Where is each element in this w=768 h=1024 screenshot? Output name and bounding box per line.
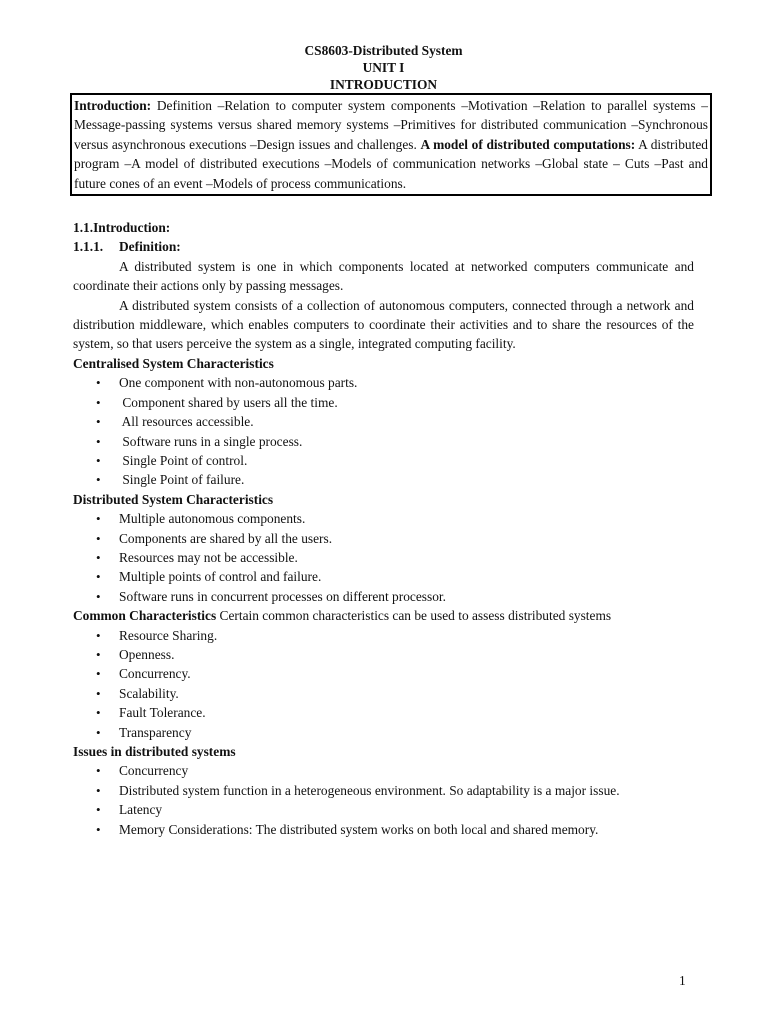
common-heading: Common Characteristics xyxy=(73,608,217,624)
bullet-icon: • xyxy=(96,530,101,546)
syllabus-intro-label: Introduction: xyxy=(74,98,152,113)
bullet-icon: • xyxy=(96,452,101,468)
course-title: CS8603-Distributed System xyxy=(304,43,463,58)
bullet-icon: • xyxy=(96,646,101,662)
bullet-icon: • xyxy=(96,472,101,488)
bullet-icon: • xyxy=(96,511,101,527)
list-item: • Components are shared by all the users. xyxy=(73,529,694,548)
issues-heading: Issues in distributed systems xyxy=(73,744,236,759)
list-item: • Transparency xyxy=(73,723,694,742)
issues-list xyxy=(73,761,694,839)
bullet-icon: • xyxy=(96,569,101,585)
list-item: • Memory Considerations: The distributed system works on both local and shared memory. xyxy=(73,820,694,839)
list-item: • Resources may not be accessible. xyxy=(73,548,694,567)
centralised-heading: Centralised System Characteristics xyxy=(73,355,274,371)
bullet-icon: • xyxy=(96,666,101,682)
page-number: 1 xyxy=(679,973,686,988)
list-item: • Concurrency xyxy=(73,761,694,780)
bullet-icon: • xyxy=(96,782,101,798)
list-item: • Distributed system function in a heterogeneous environment. So adaptability is a major issue. xyxy=(73,781,694,800)
bullet-icon: • xyxy=(96,549,101,565)
syllabus-box xyxy=(70,93,712,196)
section-heading xyxy=(73,218,694,237)
bullet-icon: • xyxy=(96,763,101,779)
bullet-icon: • xyxy=(96,627,101,643)
list-item: • All resources accessible. xyxy=(73,412,694,431)
bullet-icon: • xyxy=(96,705,101,721)
distributed-list xyxy=(73,509,694,606)
list-item: • Concurrency. xyxy=(73,664,694,683)
syllabus-model-label: A model of distributed computations: xyxy=(420,136,636,152)
list-item: • Resource Sharing. xyxy=(73,626,694,645)
bullet-icon: • xyxy=(96,685,101,701)
subsection-number: 1.1.1. xyxy=(73,239,104,255)
bullet-icon: • xyxy=(96,802,101,818)
common-text: Certain common characteristics can be used to assess distributed systems xyxy=(216,608,612,624)
bullet-icon: • xyxy=(96,588,101,604)
list-item: • Single Point of control. xyxy=(73,451,694,470)
bullet-icon: • xyxy=(96,724,101,740)
syllabus-intro-text: Definition –Relation to computer system components –Motivation –Relation to parallel systems – Message-passing systems versus shared memory systems –Primitives for distributed communication –Synchronous versus asynchronous executions –Design issues and challenges. xyxy=(74,98,708,152)
distributed-heading: Distributed System Characteristics xyxy=(73,491,274,507)
subsection-heading xyxy=(73,237,694,256)
centralised-list xyxy=(73,373,694,489)
list-item: • Multiple autonomous components. xyxy=(73,509,694,528)
definition-paragraph-1: A distributed system is one in which components located at networked computers communicate and coordinate their actions only by passing messages. xyxy=(73,258,694,294)
list-item: • Component shared by users all the time. xyxy=(73,393,694,412)
bullet-icon: • xyxy=(96,821,101,837)
syllabus-model-text: A distributed program –A model of distributed executions –Models of communication networks –Global state – Cuts –Past and future cones of an event –Models of process communications. xyxy=(74,136,708,191)
bullet-icon: • xyxy=(96,375,101,391)
list-item: • Latency xyxy=(73,800,694,819)
list-item: • Software runs in concurrent processes on different processor. xyxy=(73,587,694,606)
list-item: • Software runs in a single process. xyxy=(73,432,694,451)
bullet-icon: • xyxy=(96,433,101,449)
section-number: 1.1. xyxy=(73,220,94,236)
list-item: • Multiple points of control and failure. xyxy=(73,567,694,586)
document-page xyxy=(73,42,708,839)
unit-label: UNIT I xyxy=(362,60,405,75)
common-list xyxy=(73,626,694,742)
list-item: • One component with non-autonomous parts. xyxy=(73,373,694,392)
subsection-title: Definition: xyxy=(119,239,181,255)
unit-title: INTRODUCTION xyxy=(329,77,438,92)
list-item: • Scalability. xyxy=(73,684,694,703)
list-item: • Fault Tolerance. xyxy=(73,703,694,722)
section-title: Introduction: xyxy=(93,220,171,236)
bullet-icon: • xyxy=(96,394,101,410)
list-item: • Single Point of failure. xyxy=(73,470,694,489)
common-characteristics-paragraph xyxy=(73,606,694,625)
list-item: • Openness. xyxy=(73,645,694,664)
definition-paragraph-2: A distributed system consists of a collection of autonomous computers, connected through a network and distribution middleware, which enables computers to coordinate their activities and to share the resources of the system, so that users perceive the system as a single, integrated computing facility. xyxy=(73,297,694,352)
bullet-icon: • xyxy=(96,414,101,430)
